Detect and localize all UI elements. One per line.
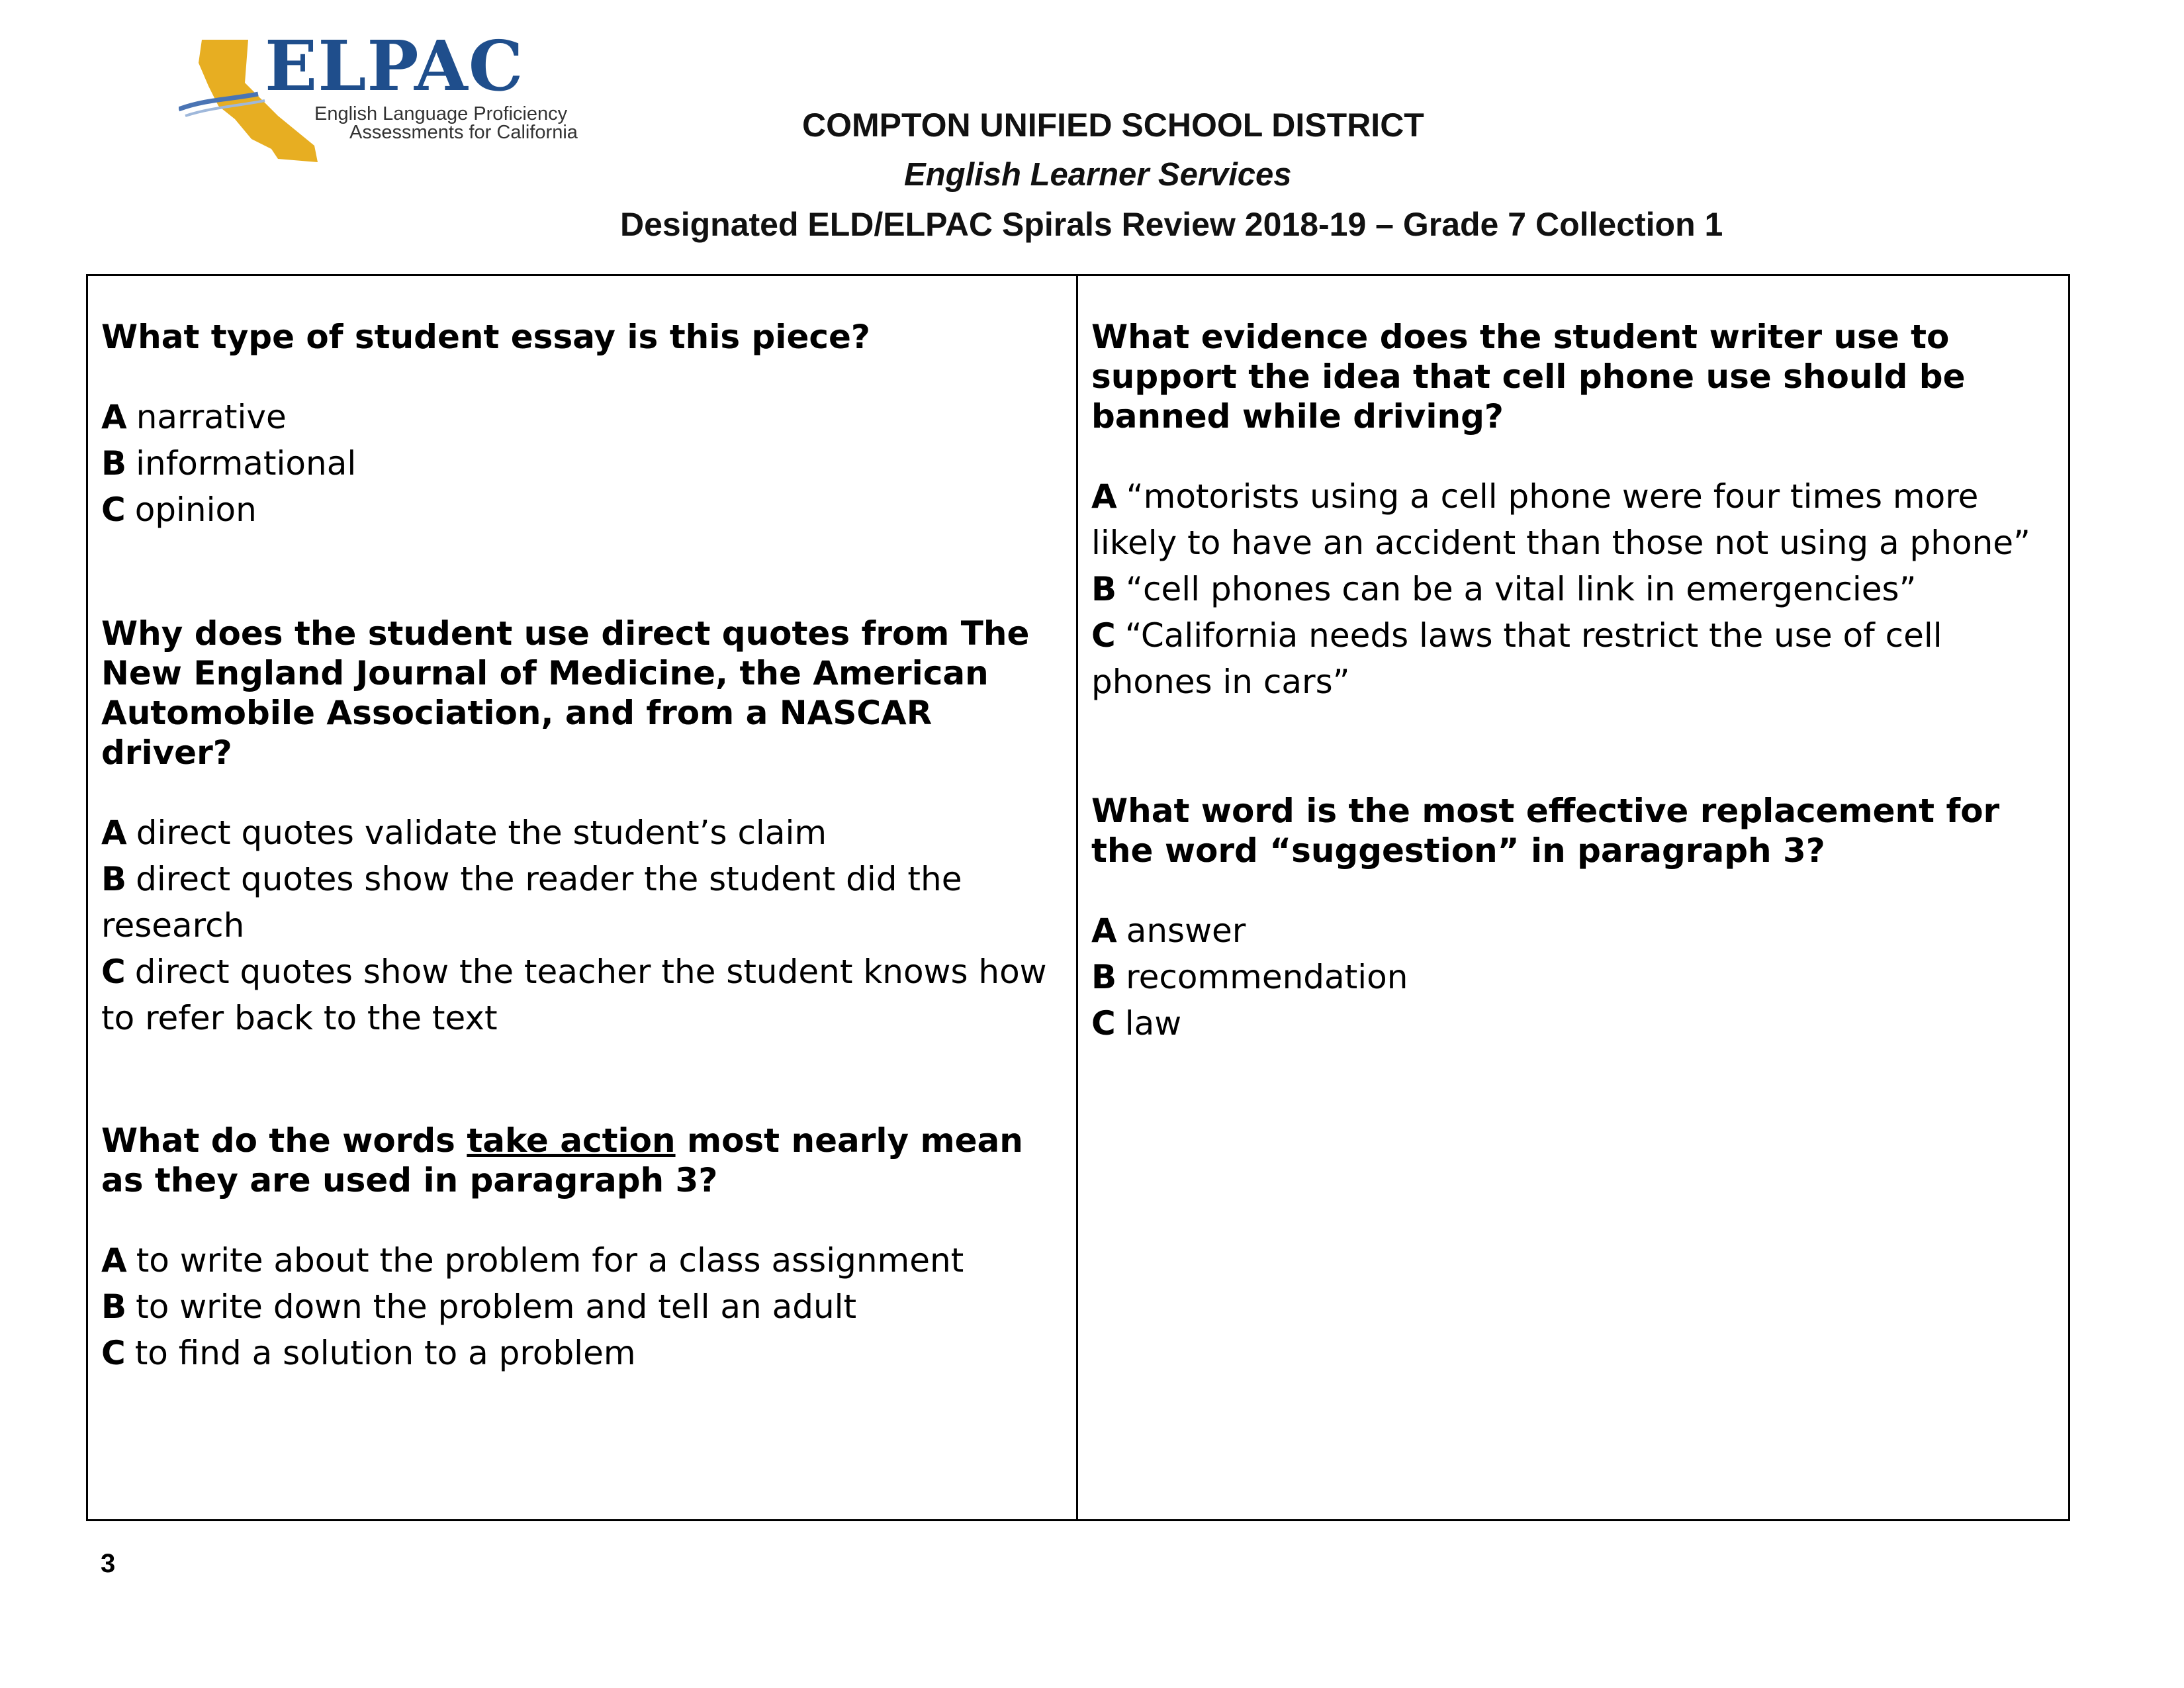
question-take-action bbox=[101, 1121, 1064, 1200]
option bbox=[101, 1284, 1064, 1330]
logo-tagline-line2: Assessments for California bbox=[349, 122, 578, 143]
option-text: “California needs laws that restrict the use of cell phones in cars” bbox=[1091, 616, 1942, 701]
option-text: “cell phones can be a vital link in emergencies” bbox=[1126, 570, 1917, 608]
question-evidence: What evidence does the student writer use to support the idea that cell phone use should be banned while driving? bbox=[1091, 318, 1966, 436]
option bbox=[1091, 612, 2056, 705]
option bbox=[1091, 908, 2056, 954]
option-letter: C bbox=[101, 953, 126, 991]
question-essay-type: What type of student essay is this piece? bbox=[101, 318, 870, 356]
option-text: narrative bbox=[136, 398, 287, 436]
options-replacement-word bbox=[1091, 908, 2056, 1047]
option-letter: B bbox=[101, 860, 127, 898]
option-text: informational bbox=[136, 444, 357, 483]
option-letter: C bbox=[101, 491, 126, 529]
option-text: to find a solution to a problem bbox=[134, 1334, 636, 1372]
option bbox=[1091, 473, 2056, 566]
option bbox=[1091, 954, 2056, 1000]
option bbox=[101, 487, 1064, 533]
option-letter: B bbox=[1091, 958, 1117, 996]
question-replacement-word: What word is the most effective replacement for the word “suggestion” in paragraph 3? bbox=[1091, 792, 2000, 870]
option-letter: B bbox=[101, 444, 127, 483]
page-number: 3 bbox=[101, 1549, 116, 1578]
option-text: opinion bbox=[134, 491, 257, 529]
elpac-logo bbox=[179, 25, 602, 165]
option-text: recommendation bbox=[1126, 958, 1408, 996]
option bbox=[101, 440, 1064, 487]
option bbox=[101, 1330, 1064, 1376]
left-column bbox=[88, 276, 1078, 1519]
option-letter: A bbox=[1091, 477, 1117, 516]
question-text-start: What do the words bbox=[101, 1121, 467, 1160]
logo-tagline-line1: English Language Proficiency bbox=[314, 103, 568, 124]
question-table bbox=[86, 274, 2070, 1521]
option bbox=[101, 810, 1064, 856]
option-text: direct quotes show the teacher the student knows how to refer back to the text bbox=[101, 953, 1047, 1037]
option-letter: A bbox=[101, 1241, 127, 1280]
district-name: COMPTON UNIFIED SCHOOL DISTRICT bbox=[802, 107, 1424, 144]
option-text: “motorists using a cell phone were four times more likely to have an accident than those not using a phone” bbox=[1091, 477, 2030, 562]
underlined-phrase: take action bbox=[467, 1121, 676, 1160]
option-letter: B bbox=[1091, 570, 1117, 608]
option-letter: C bbox=[101, 1334, 126, 1372]
options-evidence bbox=[1091, 473, 2056, 705]
option bbox=[1091, 1000, 2056, 1047]
option-letter: A bbox=[1091, 912, 1117, 950]
option-text: direct quotes validate the student’s claim bbox=[136, 814, 827, 852]
option-letter: B bbox=[101, 1288, 127, 1326]
logo-wordmark: ELPAC bbox=[265, 25, 524, 107]
question-direct-quotes: Why does the student use direct quotes from The New England Journal of Medicine, the American Automobile Association, and from a NASCAR driver? bbox=[101, 614, 1030, 772]
option-letter: C bbox=[1091, 1004, 1116, 1043]
option-text: to write down the problem and tell an adult bbox=[136, 1288, 857, 1326]
option bbox=[101, 949, 1064, 1041]
options-direct-quotes bbox=[101, 810, 1064, 1041]
option bbox=[101, 856, 1064, 949]
option-letter: A bbox=[101, 814, 127, 852]
option-text: to write about the problem for a class assignment bbox=[136, 1241, 964, 1280]
option-text: direct quotes show the reader the student did the research bbox=[101, 860, 962, 945]
option-letter: C bbox=[1091, 616, 1116, 655]
right-column bbox=[1078, 276, 2068, 1519]
option bbox=[1091, 566, 2056, 612]
option-text: law bbox=[1124, 1004, 1182, 1043]
department-name: English Learner Services bbox=[904, 157, 1292, 193]
options-take-action bbox=[101, 1237, 1064, 1376]
document-title: Designated ELD/ELPAC Spirals Review 2018-19 – Grade 7 Collection 1 bbox=[620, 206, 1723, 243]
option-letter: A bbox=[101, 398, 127, 436]
question-text-end: most nearly mean as they are used in paragraph 3? bbox=[101, 1121, 1023, 1199]
option-text: answer bbox=[1126, 912, 1246, 950]
options-essay-type bbox=[101, 394, 1064, 533]
option bbox=[101, 1237, 1064, 1284]
option bbox=[101, 394, 1064, 440]
